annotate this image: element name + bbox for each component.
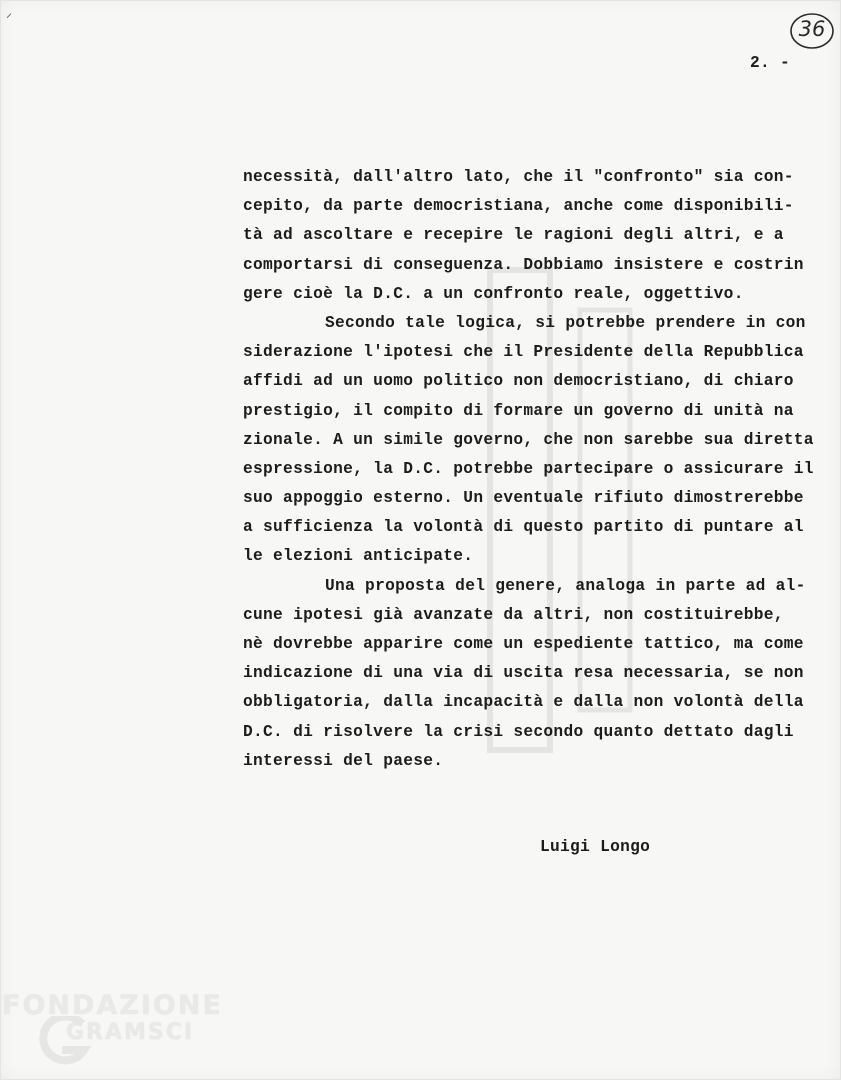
- archive-number-text: 36: [798, 17, 826, 41]
- body-line: Una proposta del genere, analoga in parte ad al-: [325, 576, 806, 595]
- body-line: cune ipotesi già avanzate da altri, non costituirebbe,: [243, 605, 784, 624]
- body-line: zionale. A un simile governo, che non sarebbe sua diretta: [243, 430, 814, 449]
- body-line: siderazione l'ipotesi che il Presidente della Repubblica: [243, 343, 804, 362]
- body-line: a sufficienza la volontà di questo partito di puntare al: [243, 518, 804, 537]
- body-line: nè dovrebbe apparire come un espediente tattico, ma come: [243, 635, 804, 653]
- body-line: espressione, la D.C. potrebbe partecipare o assicurare il: [243, 459, 814, 478]
- body-line: prestigio, il compito di formare un governo di unità na: [243, 401, 794, 420]
- body-line: necessità, dall'altro lato, che il "confronto" sia con-: [243, 168, 794, 186]
- body-line: D.C. di risolvere la crisi secondo quanto dettato dagli: [243, 722, 794, 741]
- watermark-g-logo-icon: [32, 1016, 92, 1066]
- letter-body: [243, 163, 823, 776]
- watermark-line-2: GRAMSCI: [66, 1020, 195, 1045]
- watermark-line-1: FONDAZIONE: [2, 990, 223, 1021]
- body-line: affidi ad un uomo politico non democristiano, di chiaro: [243, 372, 794, 391]
- body-line: interessi del paese.: [243, 751, 444, 770]
- archive-page-number-stamp: [789, 12, 835, 50]
- body-line: gere cioè la D.C. a un confronto reale, oggettivo.: [243, 284, 744, 303]
- fondazione-gramsci-watermark: [2, 990, 222, 1070]
- body-line: comportarsi di conseguenza. Dobbiamo insistere e costrin: [243, 255, 804, 274]
- body-line: indicazione di una via di uscita resa necessaria, se non: [243, 664, 804, 683]
- body-line: suo appoggio esterno. Un eventuale rifiuto dimostrerebbe: [243, 489, 804, 508]
- typed-page-number: 2. -: [750, 54, 791, 72]
- signature-name: Luigi Longo: [540, 838, 651, 856]
- corner-pen-mark: ⸍: [6, 11, 13, 25]
- body-line: tà ad ascoltare e recepire le ragioni degli altri, e a: [243, 226, 784, 245]
- body-line: Secondo tale logica, si potrebbe prendere in con: [325, 313, 806, 332]
- body-line: obbligatoria, dalla incapacità e dalla non volontà della: [243, 693, 804, 712]
- body-line: cepito, da parte democristiana, anche come disponibili-: [243, 197, 794, 216]
- body-line: le elezioni anticipate.: [243, 547, 474, 566]
